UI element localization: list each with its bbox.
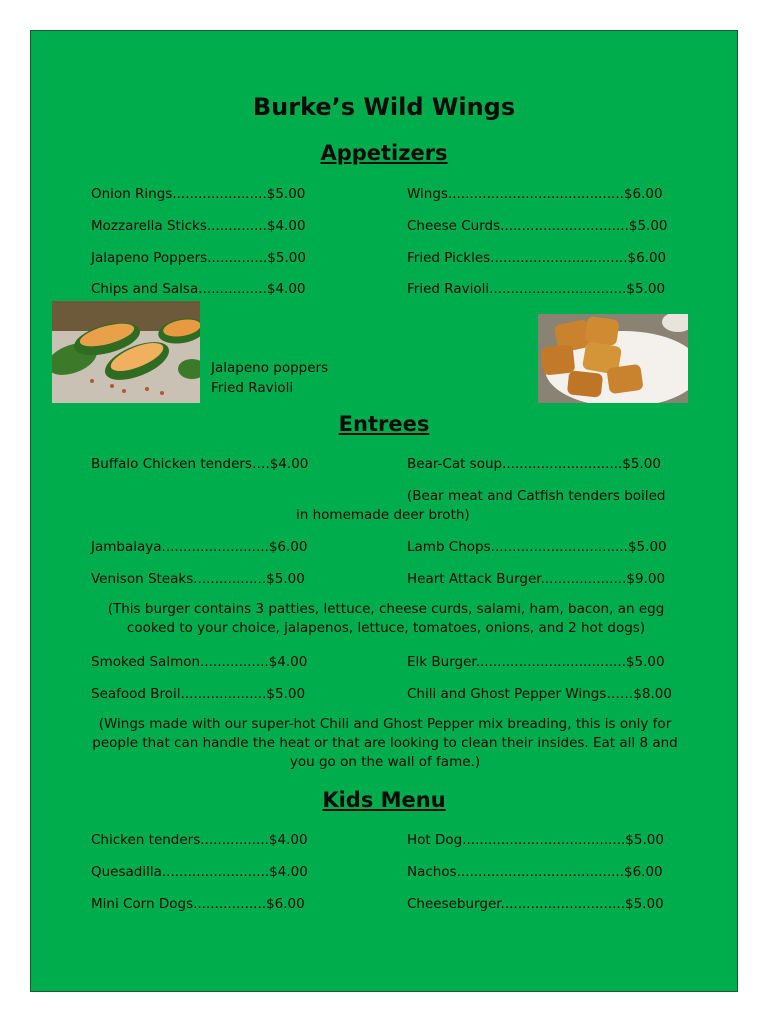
jalapeno-poppers-caption: Jalapeno poppers <box>211 360 329 376</box>
menu-item-jambalaya: Jambalaya.........................$6.00 <box>91 539 308 555</box>
menu-item-chips-and-salsa: Chips and Salsa................$4.00 <box>91 281 306 297</box>
menu-item-seafood-broil: Seafood Broil....................$5.00 <box>91 686 306 702</box>
jalapeno-poppers-photo <box>52 301 200 403</box>
menu-item-fried-pickles: Fried Pickles................................$6.00 <box>407 250 667 266</box>
fried-ravioli-caption: Fried Ravioli <box>211 380 294 396</box>
entrees-heading: Entrees <box>338 412 430 436</box>
menu-item-wings: Wings.........................................$6.00 <box>407 186 663 202</box>
menu-item-onion-rings: Onion Rings......................$5.00 <box>91 186 306 202</box>
menu-item-venison-steaks: Venison Steaks.................$5.00 <box>91 571 305 587</box>
menu-item-buffalo-chicken-tenders: Buffalo Chicken tenders….$4.00 <box>91 456 309 472</box>
menu-item-cheese-curds: Cheese Curds..............................$5.00 <box>407 218 668 234</box>
menu-item-cheeseburger: Cheeseburger.............................$5.00 <box>407 896 664 912</box>
menu-item-nachos: Nachos.......................................$6.00 <box>407 864 663 880</box>
menu-item-smoked-salmon: Smoked Salmon................$4.00 <box>91 654 308 670</box>
kids-menu-heading: Kids Menu <box>322 788 446 812</box>
menu-item-elk-burger: Elk Burger...................................$5.00 <box>407 654 665 670</box>
heart-attack-burger-note: (This burger contains 3 patties, lettuce, cheese curds, salami, ham, bacon, an egg cooked to your choice, jalapenos, lettuce, tomatoes, onions, and 2 hot dogs) <box>107 601 665 636</box>
menu-item-chicken-tenders: Chicken tenders................$4.00 <box>91 832 308 848</box>
menu-item-bear-cat-soup: Bear-Cat soup............................$5.00 <box>407 456 661 472</box>
chili-ghost-pepper-wings-note: (Wings made with our super-hot Chili and Ghost Pepper mix breading, this is only for people that can handle the heat or that are looking to clean their insides. Eat all 8 and you go on the wall of fame.) <box>92 716 678 770</box>
menu-item-lamb-chops: Lamb Chops................................$5.00 <box>407 539 667 555</box>
menu-item-hot-dog: Hot Dog......................................$5.00 <box>407 832 664 848</box>
fried-ravioli-photo <box>538 314 688 403</box>
menu-item-heart-attack-burger: Heart Attack Burger....................$9.00 <box>407 571 666 587</box>
menu-item-mini-corn-dogs: Mini Corn Dogs.................$6.00 <box>91 896 305 912</box>
menu-page <box>30 30 738 992</box>
appetizers-heading: Appetizers <box>320 141 448 165</box>
menu-item-mozzarella-sticks: Mozzarella Sticks..............$4.00 <box>91 218 306 234</box>
menu-item-chili-ghost-pepper-wings: Chili and Ghost Pepper Wings……$8.00 <box>407 686 672 702</box>
bear-cat-soup-note-line-2: in homemade deer broth) <box>296 507 470 523</box>
menu-title: Burke’s Wild Wings <box>252 93 516 121</box>
bear-cat-soup-note-line-1: (Bear meat and Catfish tenders boiled <box>407 488 666 504</box>
menu-item-quesadilla: Quesadilla.........................$4.00 <box>91 864 308 880</box>
menu-item-fried-ravioli: Fried Ravioli................................$5.00 <box>407 281 666 297</box>
menu-item-jalapeno-poppers: Jalapeno Poppers..............$5.00 <box>91 250 306 266</box>
